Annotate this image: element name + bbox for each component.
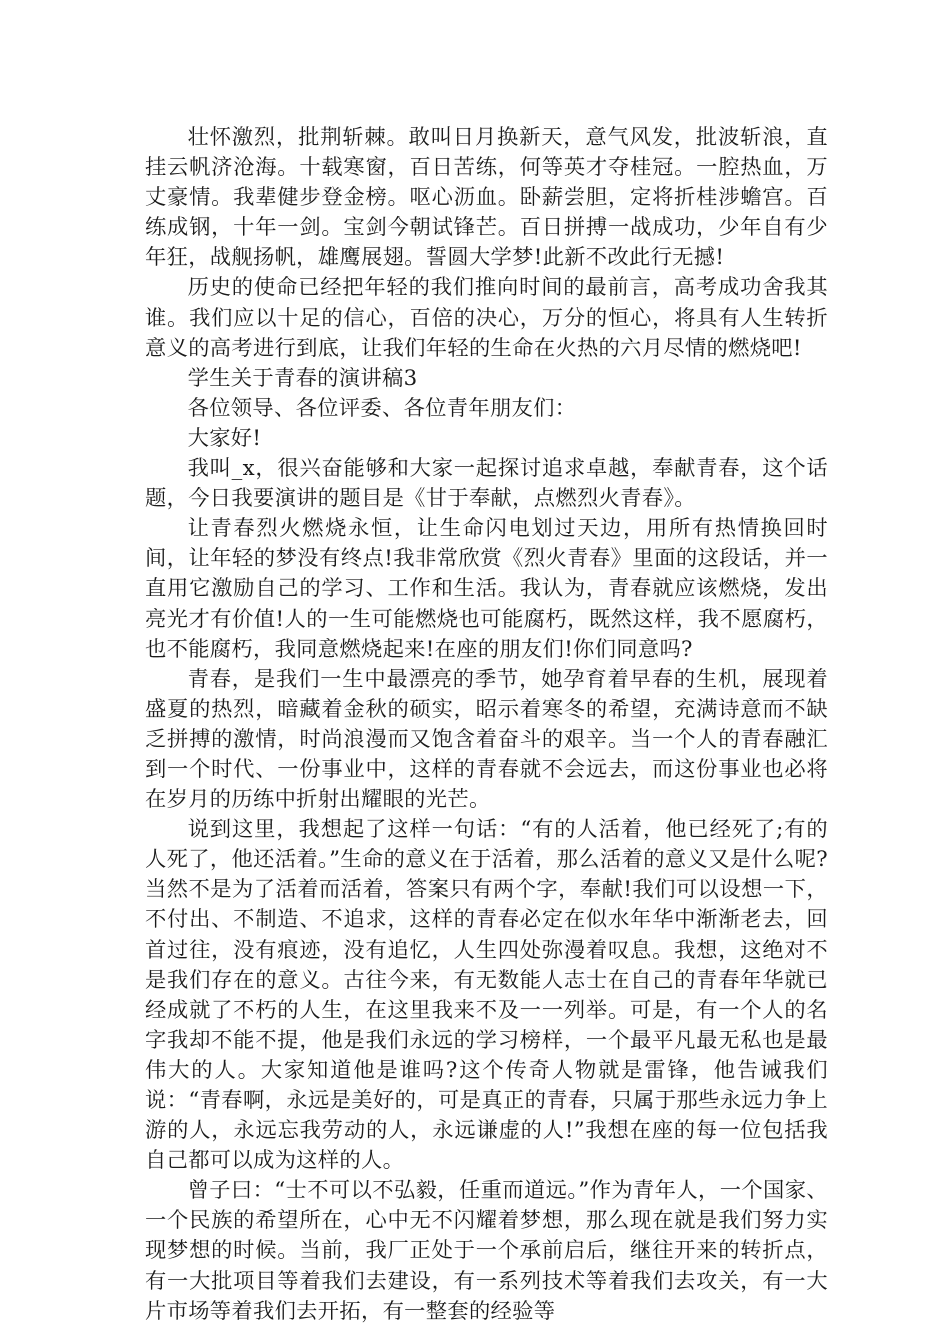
section-heading: 学生关于青春的演讲稿3 [187,365,418,391]
paragraph: 我叫_x，很兴奋能够和大家一起探讨追求卓越，奉献青春，这个话题，今日我要演讲的题目是《甘于奉献，点燃烈火青春》。 [145,456,828,512]
salutation: 各位领导、各位评委、各位青年朋友们： [187,395,577,421]
paragraph: 让青春烈火燃烧永恒，让生命闪电划过天边，用所有热情换回时间，让年轻的梦没有终点!我非常欣赏《烈火青春》里面的这段话，并一直用它激励自己的学习、工作和生活。我认为，青春就应该燃烧，发出亮光才有价值!人的一生可能燃烧也可能腐朽，既然这样，我不愿腐朽，也不能腐朽，我同意燃烧起来!在座的朋友们!你们同意吗? [145,516,828,662]
paragraph: 曾子曰：“士不可以不弘毅，任重而道远。”作为青年人，一个国家、一个民族的希望所在，心中无不闪耀着梦想，那么现在就是我们努力实现梦想的时候。当前，我厂正处于一个承前启后，继往开来的转折点，有一大批项目等着我们去建设，有一系列技术等着我们去攻关，有一大片市场等着我们去开拓，有一整套的经验等 [145,1178,828,1324]
document-body [145,123,828,1327]
paragraph: 说到这里，我想起了这样一句话：“有的人活着，他已经死了;有的人死了，他还活着。”生命的意义在于活着，那么活着的意义又是什么呢?当然不是为了活着而活着，答案只有两个字，奉献!我们可以设想一下，不付出、不制造、不追求，这样的青春必定在似水年华中渐渐老去，回首过往，没有痕迹，没有追忆，人生四处弥漫着叹息。我想，这绝对不是我们存在的意义。古往今来，有无数能人志士在自己的青春年华就已经成就了不朽的人生，在这里我来不及一一列举。可是，有一个人的名字我却不能不提，他是我们永远的学习榜样，一个最平凡最无私也是最伟大的人。大家知道他是谁吗?这个传奇人物就是雷锋，他告诫我们说：“青春啊，永远是美好的，可是真正的青春，只属于那些永远力争上游的人，永远忘我劳动的人，永远谦虚的人!”我想在座的每一位包括我自己都可以成为这样的人。 [145,817,828,1174]
paragraph: 壮怀激烈，批荆斩棘。敢叫日月换新天，意气风发，批波斩浪，直挂云帆济沧海。十载寒窗，百日苦练，何等英才夺桂冠。一腔热血，万丈豪情。我辈健步登金榜。呕心沥血。卧薪尝胆，定将折桂涉蟾宫。百练成钢，十年一剑。宝剑今朝试锋芒。百日拼搏一战成功，少年自有少年狂，战舰扬帆，雄鹰展翅。誓圆大学梦!此新不改此行无撼! [145,125,828,271]
greeting: 大家好! [187,425,262,451]
paragraph: 青春，是我们一生中最漂亮的季节，她孕育着早春的生机，展现着盛夏的热烈，暗藏着金秋的硕实，昭示着寒冬的希望，充满诗意而不缺乏拼搏的激情，时尚浪漫而又饱含着奋斗的艰辛。当一个人的青春融汇到一个时代、一份事业中，这样的青春就不会远去，而这份事业也必将在岁月的历练中折射出耀眼的光芒。 [145,666,828,813]
paragraph: 历史的使命已经把年轻的我们推向时间的最前言，高考成功舍我其谁。我们应以十足的信心，百倍的决心，万分的恒心，将具有人生转折意义的高考进行到底，让我们年轻的生命在火热的六月尽情的燃烧吧! [145,275,828,361]
